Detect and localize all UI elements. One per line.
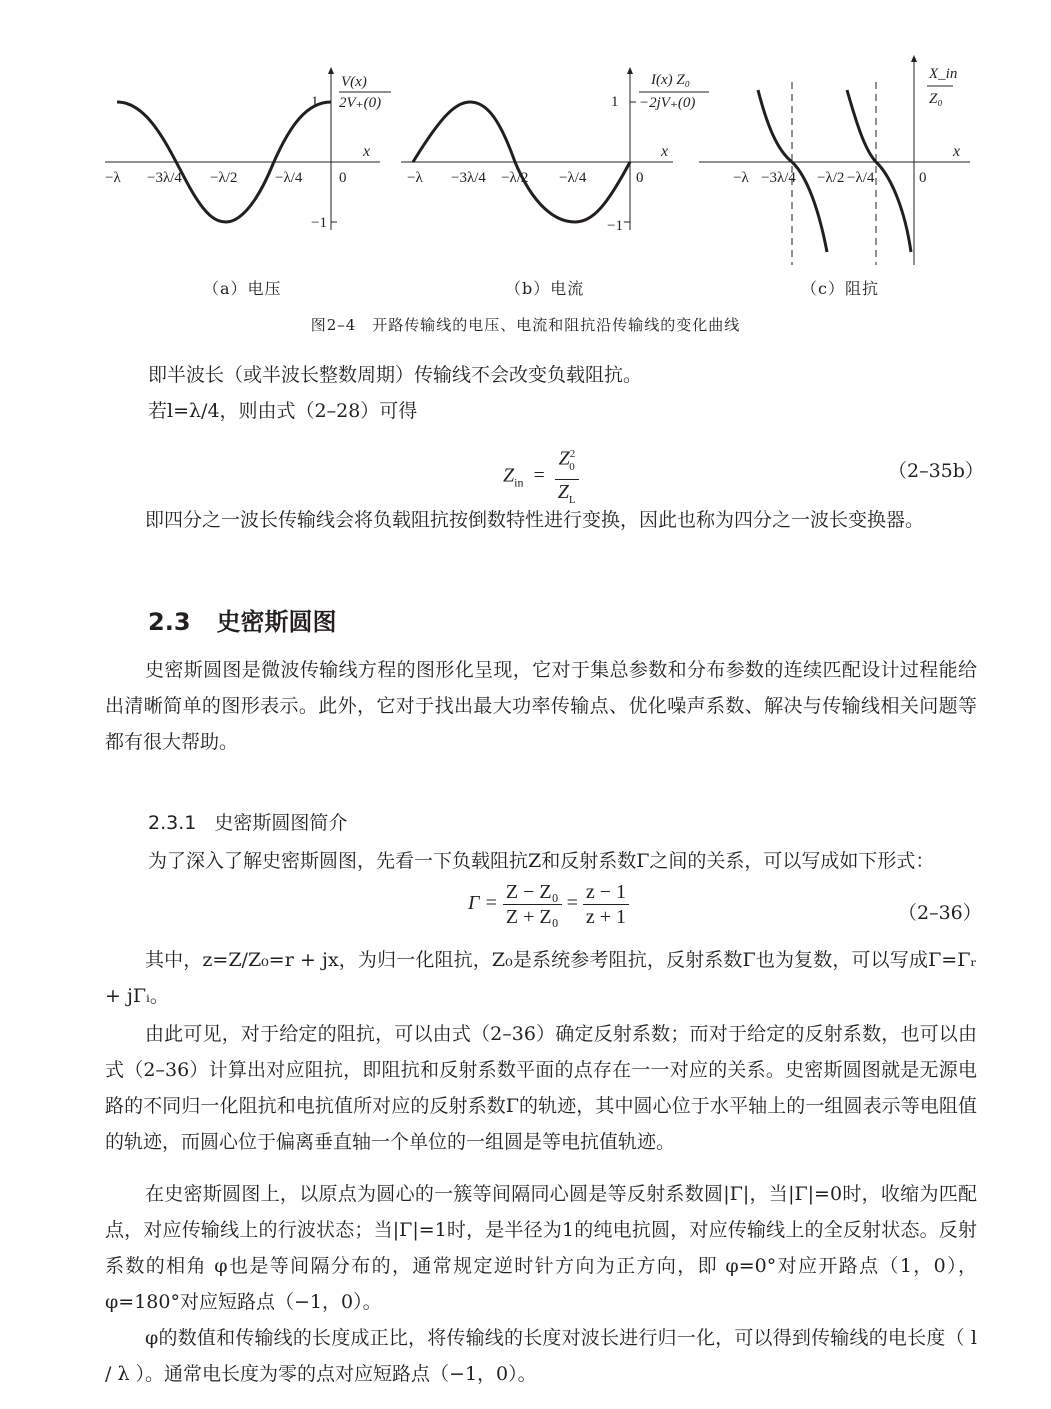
x-tick: −λ/2 [501,170,529,186]
eq-den: Z + Z₀ [505,906,559,928]
x-tick: −3λ/4 [761,170,796,186]
x-tick: −λ/2 [210,170,238,186]
eq-fraction [583,880,629,929]
x-tick: 0 [919,170,927,186]
x-axis-label: x [363,143,371,160]
equation-number: （2–35b） [888,460,984,482]
equation-number: （2–36） [898,902,982,924]
eq-sup: 2 [569,448,576,460]
panel-a-voltage [105,68,391,231]
x-tick: −λ/2 [817,170,845,186]
y-label-num: X_in [929,66,958,82]
eq-den: Z [557,480,569,503]
y-tick-minus1: −1 [607,218,623,234]
panel-c-impedance [699,56,970,265]
eq-num: z − 1 [583,880,629,905]
x-tick: −λ/4 [847,170,875,186]
paragraph: 为了深入了解史密斯圆图，先看一下负载阻抗Z和反射系数Γ之间的关系，可以写成如下形式： [148,850,935,872]
x-tick: −3λ/4 [147,170,182,186]
eq-sub: 0 [569,460,575,473]
paragraph: 其中，z=Z/Z₀=r + jx，为归一化阻抗，Z₀是系统参考阻抗，反射系数Γ也为复数，可以写成Γ=Γᵣ + jΓᵢ。 [105,949,977,1007]
sub-caption-c: （c）阻抗 [801,279,879,298]
sub-caption-b: （b）电流 [505,279,585,298]
paragraph: 史密斯圆图是微波传输线方程的图形化呈现，它对于集总参数和分布参数的连续匹配设计过程能给出清晰简单的图形表示。此外，它对于找出最大功率传输点、优化噪声系数、解决与传输线相关问题等都有很大帮助。 [105,659,977,753]
eq-den: z + 1 [585,906,626,928]
y-tick-minus1: −1 [311,215,327,231]
eq-fraction [503,880,562,929]
eq-num: Z − Z₀ [503,880,562,905]
x-tick: −λ [105,170,121,186]
paragraph: 即半波长（或半波长整数周期）传输线不会改变负载阻抗。 [148,364,643,386]
y-tick-1: 1 [311,94,319,110]
x-tick: −λ [407,170,423,186]
figure-2-4 [95,40,995,340]
subsection-heading [148,808,347,835]
section-number: 2.3 [148,608,191,636]
eq-symbol: Z [503,464,515,487]
x-tick: −3λ/4 [451,170,486,186]
y-label-den: Z₀ [929,91,943,107]
eq-num: Z [558,447,570,470]
y-tick-1: 1 [611,94,619,110]
eq-subscript: in [514,475,524,490]
x-axis-label: x [661,143,669,160]
paragraph: φ的数值和传输线的长度成正比，将传输线的长度对波长进行归一化，可以得到传输线的电长度（ l / λ ）。通常电长度为零的点对应短路点（−1，0）。 [105,1327,977,1385]
x-tick: −λ [733,170,749,186]
y-label-den: 2V₊(0) [339,95,382,111]
eq-lhs: Γ = [468,892,498,915]
section-title: 史密斯圆图 [216,608,337,636]
paragraph: 在史密斯圆图上，以原点为圆心的一簇等间隔同心圆是等反射系数圆|Γ|，当|Γ|=0时，收缩为匹配点，对应传输线上的行波状态；当|Γ|=1时，是半径为1的纯电抗圆，对应传输线上的全反射状态。反射系数的相角 φ也是等间隔分布的，通常规定逆时针方向为正方向，即 φ=0°对应开路点（1，0），φ=180°对应短路点（−1，0）。 [105,1183,977,1313]
x-tick: 0 [339,170,347,186]
figure-caption: 图2–4 开路传输线的电压、电流和阻抗沿传输线的变化曲线 [310,316,741,334]
panel-b-current [401,68,709,234]
section-heading [148,602,337,637]
y-label-den: −2jV₊(0) [639,95,696,111]
x-tick: −λ/4 [559,170,587,186]
sub-caption-a: （a）电压 [203,279,282,298]
paragraph: 即四分之一波长传输线会将负载阻抗按倒数特性进行变换，因此也称为四分之一波长变换器。 [145,509,925,531]
figure-svg [95,40,995,280]
paragraph: 由此可见，对于给定的阻抗，可以由式（2–36）确定反射系数；而对于给定的反射系数，也可以由式（2–36）计算出对应阻抗，即阻抗和反射系数平面的点存在一一对应的关系。史密斯圆图就是无源电路的不同归一化阻抗和电抗值所对应的反射系数Γ的轨迹，其中圆心位于水平轴上的一组圆表示等电阻值的轨迹，而圆心位于偏离垂直轴一个单位的一组圆是等电抗值轨迹。 [105,1023,977,1153]
subsection-number: 2.3.1 [148,812,197,834]
x-tick: 0 [636,170,644,186]
y-label-num: V(x) [341,74,367,90]
eq-sub: L [568,493,576,506]
subsection-title: 史密斯圆图简介 [214,812,348,834]
eq-equals: = [566,892,578,915]
equation-2-35b: $Z_{in}$ = $\frac{Z^2_0}{Z_L}$ [503,442,579,512]
equation-2-36 [468,880,629,929]
paragraph: 若l=λ/4，则由式（2–28）可得 [148,400,418,422]
x-tick: −λ/4 [275,170,303,186]
y-label-num: I(x) Z₀ [651,72,690,88]
x-axis-label: x [953,143,961,160]
